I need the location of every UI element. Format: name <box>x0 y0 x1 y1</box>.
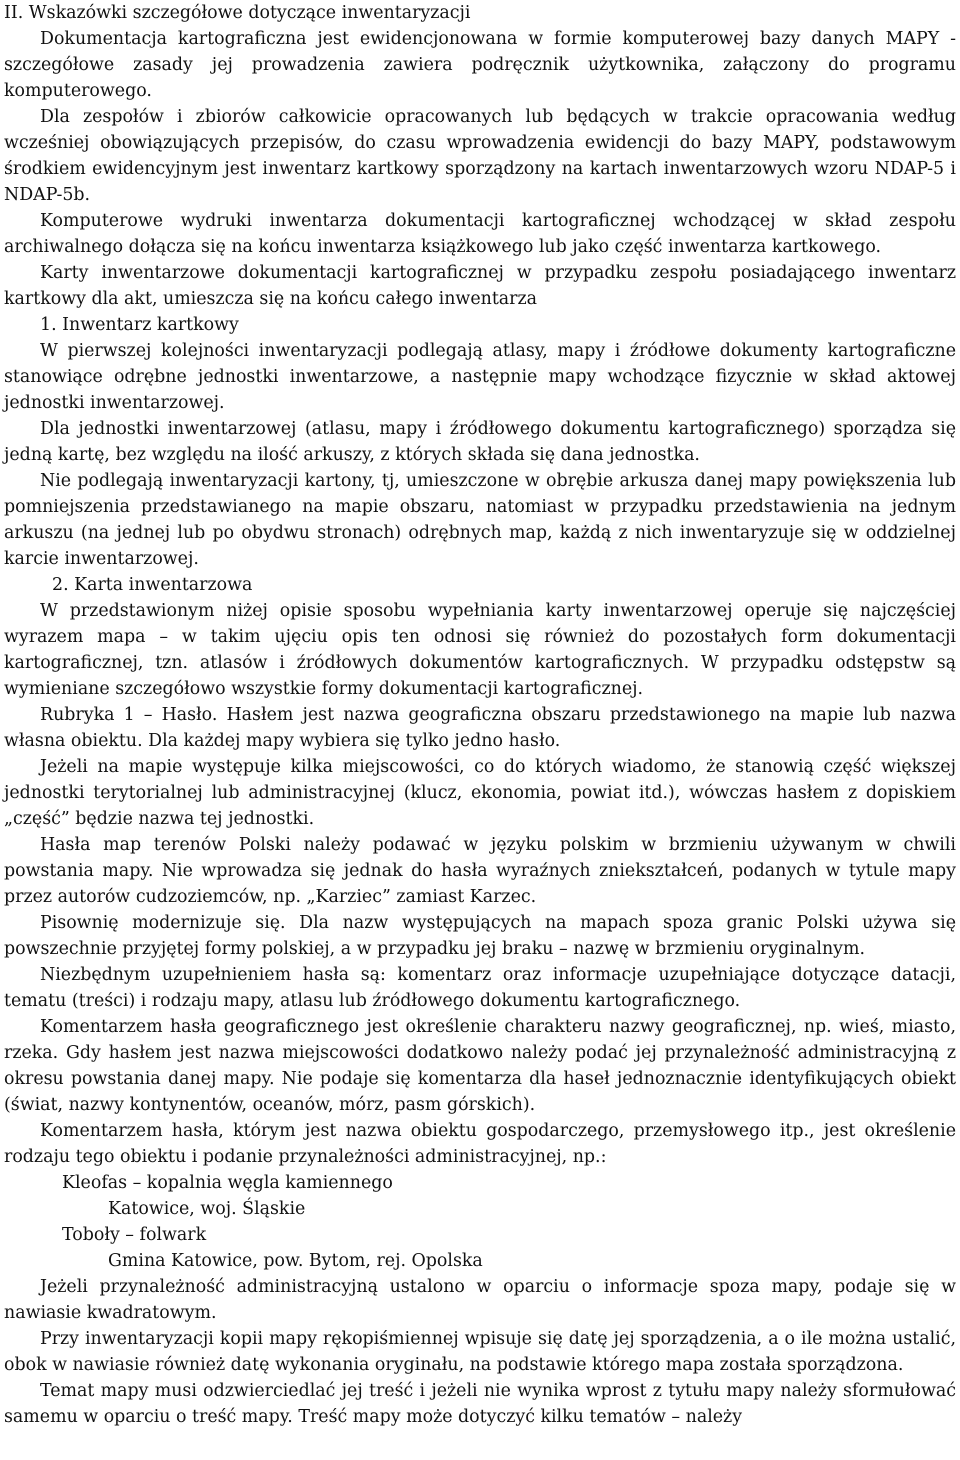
paragraph: Komputerowe wydruki inwentarza dokumentacji kartograficznej wchodzącej w skład zespołu archiwalnego dołącza się na końcu inwentarza książkowego lub jako część inwentarza kartkowego. <box>4 211 956 257</box>
paragraph: Temat mapy musi odzwierciedlać jej treść i jeżeli nie wynika wprost z tytułu mapy należy sformułować samemu w oparciu o treść mapy. Treść mapy może dotyczyć kilku tematów – należy <box>4 1381 956 1427</box>
paragraph: Pisownię modernizuje się. Dla nazw występujących na mapach spoza granic Polski używa się powszechnie przyjętej formy polskiej, a w przypadku jej braku – nazwę w brzmieniu oryginalnym. <box>4 913 956 959</box>
paragraph: Dla jednostki inwentarzowej (atlasu, mapy i źródłowego dokumentu kartograficznego) sporządza się jedną kartę, bez względu na ilość arkuszy, z których składa się dana jednostka. <box>4 419 956 465</box>
example-line: Gmina Katowice, pow. Bytom, rej. Opolska <box>108 1251 483 1271</box>
example-line: Kleofas – kopalnia węgla kamiennego <box>62 1173 393 1193</box>
example-line: Katowice, woj. Śląskie <box>108 1199 306 1219</box>
paragraph: Przy inwentaryzacji kopii mapy rękopiśmiennej wpisuje się datę jej sporządzenia, a o ile można ustalić, obok w nawiasie również datę wykonania oryginału, na podstawie którego mapa została sporządzona. <box>4 1329 956 1375</box>
paragraph: W pierwszej kolejności inwentaryzacji podlegają atlasy, mapy i źródłowe dokumenty kartograficzne stanowiące odrębne jednostki inwentarzowe, a następnie mapy wchodzące fizycznie w skład aktowej jednostki inwentarzowej. <box>4 341 956 413</box>
paragraph: Komentarzem hasła geograficznego jest określenie charakteru nazwy geograficznej, np. wieś, miasto, rzeka. Gdy hasłem jest nazwa miejscowości dodatkowo należy podać jej przynależność administracyjną z okresu powstania danej mapy. Nie podaje się komentarza dla haseł jednoznacznie identyfikujących obiekt (świat, nazwy kontynentów, oceanów, mórz, pasm górskich). <box>4 1017 956 1115</box>
paragraph: Jeżeli na mapie występuje kilka miejscowości, co do których wiadomo, że stanowią część większej jednostki terytorialnej lub administracyjnej (klucz, ekonomia, powiat itd.), wówczas hasłem z dopiskiem „część” będzie nazwa tej jednostki. <box>4 757 956 829</box>
paragraph: Jeżeli przynależność administracyjną ustalono w oparciu o informacje spoza mapy, podaje się w nawiasie kwadratowym. <box>4 1277 956 1323</box>
paragraph: Niezbędnym uzupełnieniem hasła są: komentarz oraz informacje uzupełniające dotyczące datacji, tematu (treści) i rodzaju mapy, atlasu lub źródłowego dokumentu kartograficznego. <box>4 965 956 1011</box>
section-heading: II. Wskazówki szczegółowe dotyczące inwentaryzacji <box>4 3 471 23</box>
paragraph: Rubryka 1 – Hasło. Hasłem jest nazwa geograficzna obszaru przedstawionego na mapie lub nazwa własna obiektu. Dla każdej mapy wybiera się tylko jedno hasło. <box>4 705 956 751</box>
paragraph: Hasła map terenów Polski należy podawać w języku polskim w brzmieniu używanym w chwili powstania mapy. Nie wprowadza się jednak do hasła wyraźnych zniekształceń, podanych w tytule mapy przez autorów cudzoziemców, np. „Karziec” zamiast Karzec. <box>4 835 956 907</box>
paragraph: Dokumentacja kartograficzna jest ewidencjonowana w formie komputerowej bazy danych MAPY - szczegółowe zasady jej prowadzenia zawiera podręcznik użytkownika, załączony do programu komputerowego. <box>4 29 956 101</box>
paragraph: W przedstawionym niżej opisie sposobu wypełniania karty inwentarzowej operuje się najczęściej wyrazem mapa – w takim ujęciu opis ten odnosi się również do pozostałych form dokumentacji kartograficznej, tzn. atlasów i źródłowych dokumentów kartograficznych. W przypadku odstępstw są wymieniane szczegółowo wszystkie formy dokumentacji kartograficznej. <box>4 601 956 699</box>
paragraph: Nie podlegają inwentaryzacji kartony, tj, umieszczone w obrębie arkusza danej mapy powiększenia lub pomniejszenia przedstawianego na mapie obszaru, natomiast w przypadku przedstawienia na jednym arkuszu (na jednej lub po obydwu stronach) odrębnych map, każdą z nich inwentaryzuje się w oddzielnej karcie inwentarzowej. <box>4 471 956 569</box>
paragraph: Komentarzem hasła, którym jest nazwa obiektu gospodarczego, przemysłowego itp., jest określenie rodzaju tego obiektu i podanie przynależności administracyjnej, np.: <box>4 1121 956 1167</box>
paragraph: Karty inwentarzowe dokumentacji kartograficznej w przypadku zespołu posiadającego inwentarz kartkowy dla akt, umieszcza się na końcu całego inwentarza <box>4 263 956 309</box>
subsection-heading: 1. Inwentarz kartkowy <box>40 315 239 335</box>
example-line: Toboły – folwark <box>62 1225 207 1245</box>
subsection-heading: 2. Karta inwentarzowa <box>52 575 253 595</box>
document-page <box>4 0 956 1430</box>
paragraph: Dla zespołów i zbiorów całkowicie opracowanych lub będących w trakcie opracowania według wcześniej obowiązujących przepisów, do czasu wprowadzenia ewidencji do bazy MAPY, podstawowym środkiem ewidencyjnym jest inwentarz kartkowy sporządzony na kartach inwentarzowych wzoru NDAP-5 i NDAP-5b. <box>4 107 956 205</box>
